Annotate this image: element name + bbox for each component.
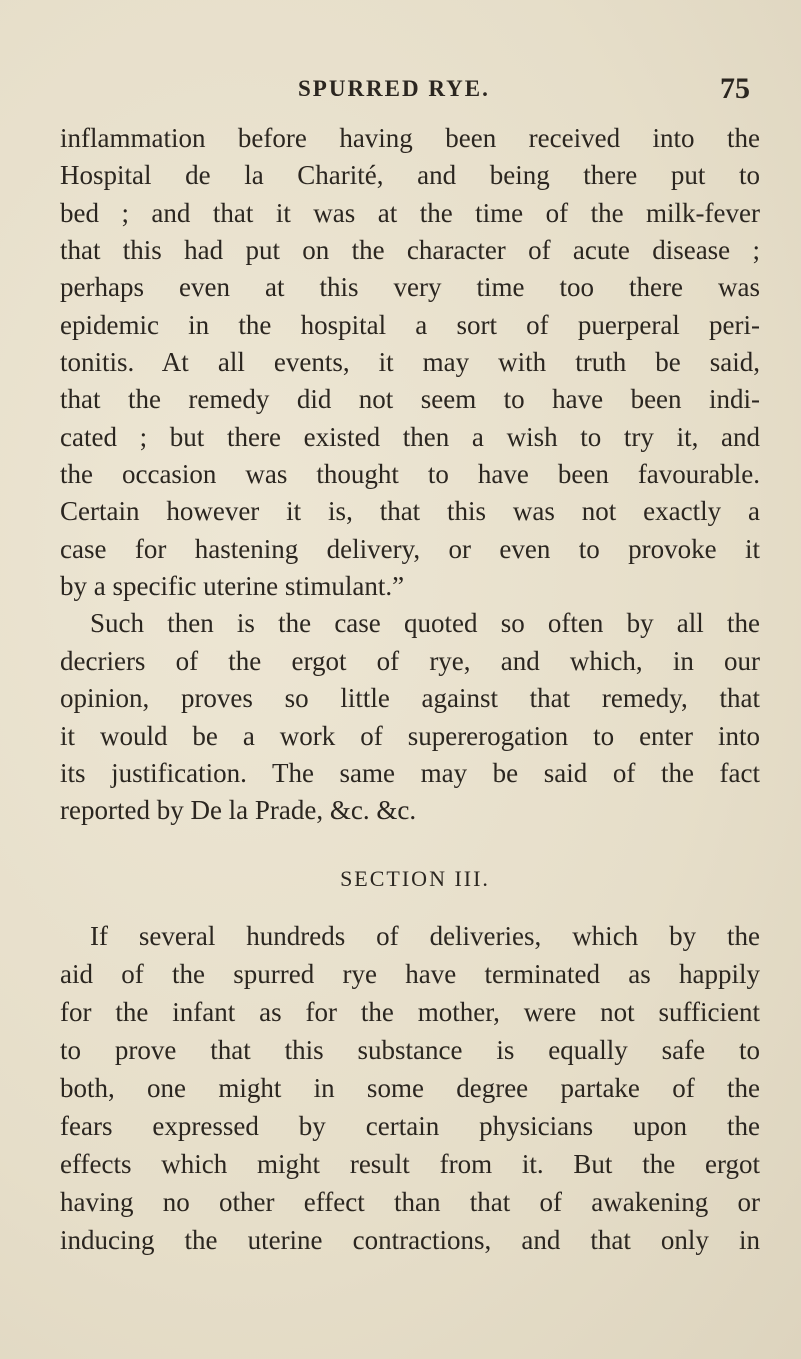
text-line: perhaps even at this very time too there was [60, 272, 760, 303]
body-text [60, 120, 760, 1259]
text-line: epidemic in the hospital a sort of puerperal peri- [60, 309, 760, 340]
text-line: reported by De la Prade, &c. &c. [60, 795, 417, 826]
paragraph [60, 605, 760, 829]
text-line: tonitis. At all events, it may with truth be said, [60, 347, 760, 378]
text-line: its justification. The same may be said of the fact [60, 757, 760, 788]
text-line: that the remedy did not seem to have been indi- [60, 384, 760, 415]
text-line: Certain however it is, that this was not exactly a [60, 496, 760, 527]
text-line: that this had put on the character of acute disease ; [60, 235, 760, 266]
section-heading: SECTION III. [340, 865, 490, 891]
paragraph [60, 120, 760, 605]
text-line: both, one might in some degree partake of the [60, 1072, 760, 1103]
text-line: case for hastening delivery, or even to provoke it [60, 533, 760, 564]
text-line: cated ; but there existed then a wish to try it, and [60, 421, 760, 452]
text-line: aid of the spurred rye have terminated as happily [60, 958, 760, 989]
text-line: Such then is the case quoted so often by all the [90, 608, 760, 639]
text-line: by a specific uterine stimulant.” [60, 571, 405, 602]
text-line: Hospital de la Charité, and being there put to [60, 160, 760, 191]
text-line: effects which might result from it. But the ergot [60, 1148, 760, 1179]
running-head [60, 72, 760, 112]
text-line: having no other effect than that of awakening or [60, 1186, 760, 1217]
text-line: bed ; and that it was at the time of the milk-fever [60, 197, 760, 228]
text-line: fears expressed by certain physicians upon the [60, 1110, 760, 1141]
text-line: decriers of the ergot of rye, and which, in our [60, 645, 760, 676]
text-line: for the infant as for the mother, were not sufficient [60, 996, 760, 1027]
text-line: inducing the uterine contractions, and that only in [60, 1224, 760, 1255]
text-line: the occasion was thought to have been favourable. [60, 459, 760, 490]
text-line: to prove that this substance is equally safe to [60, 1034, 760, 1065]
running-title: SPURRED RYE. [298, 76, 490, 101]
text-line: If several hundreds of deliveries, which by the [90, 920, 760, 951]
page-number: 75 [720, 72, 750, 105]
paragraph [60, 917, 760, 1259]
text-line: opinion, proves so little against that remedy, that [60, 683, 760, 714]
text-line: it would be a work of supererogation to enter into [60, 720, 760, 751]
text-line: inflammation before having been received into the [60, 123, 760, 153]
